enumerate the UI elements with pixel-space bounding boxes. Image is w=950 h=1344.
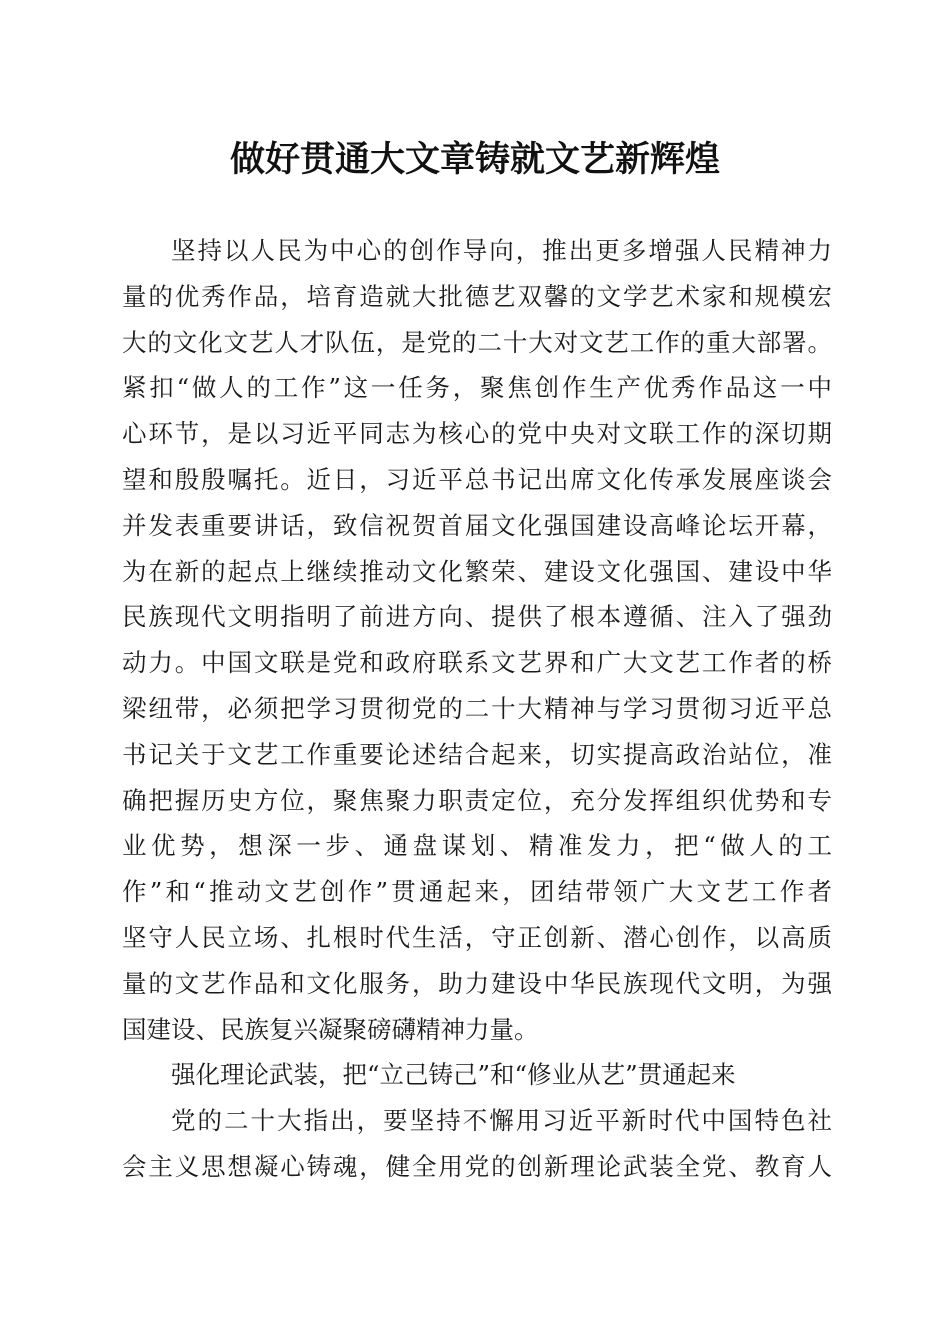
paragraph-line: 为在新的起点上继续推动文化繁荣、建设文化强国、建设中华 xyxy=(122,556,832,586)
paragraph-line: 望和殷殷嘱托。近日，习近平总书记出席文化传承发展座谈会 xyxy=(122,464,832,494)
paragraph-line: 量的优秀作品，培育造就大批德艺双馨的文学艺术家和规模宏 xyxy=(122,281,832,311)
document-body xyxy=(122,228,832,1190)
paragraph-line: 心环节，是以习近平同志为核心的党中央对文联工作的深切期 xyxy=(122,419,832,449)
paragraph-line: 坚守人民立场、扎根时代生活，守正创新、潜心创作，以高质 xyxy=(122,922,832,952)
paragraph-line: 会主义思想凝心铸魂，健全用党的创新理论武装全党、教育人 xyxy=(122,1151,832,1181)
paragraph-line: 业优势，想深一步、通盘谋划、精准发力，把“做人的工 xyxy=(122,831,832,861)
paragraph-line: 国建设、民族复兴凝聚磅礴精神力量。 xyxy=(122,1014,539,1044)
paragraph-line: 紧扣“做人的工作”这一任务，聚焦创作生产优秀作品这一中 xyxy=(122,373,832,403)
paragraph-line: 梁纽带，必须把学习贯彻党的二十大精神与学习贯彻习近平总 xyxy=(122,693,832,723)
paragraph-line: 作”和“推动文艺创作”贯通起来，团结带领广大文艺工作者 xyxy=(122,877,832,907)
paragraph-line: 动力。中国文联是党和政府联系文艺界和广大文艺工作者的桥 xyxy=(122,648,832,678)
section-heading: 强化理论武装，把“立己铸己”和“修业从艺”贯通起来 xyxy=(171,1060,736,1090)
paragraph-line: 并发表重要讲话，致信祝贺首届文化强国建设高峰论坛开幕， xyxy=(122,510,832,540)
paragraph-line: 书记关于文艺工作重要论述结合起来，切实提高政治站位，准 xyxy=(122,739,832,769)
paragraph-line: 确把握历史方位，聚焦聚力职责定位，充分发挥组织优势和专 xyxy=(122,785,832,815)
document-title: 做好贯通大文章铸就文艺新辉煌 xyxy=(229,139,720,180)
paragraph-line: 大的文化文艺人才队伍，是党的二十大对文艺工作的重大部署。 xyxy=(122,327,832,357)
paragraph-line: 量的文艺作品和文化服务，助力建设中华民族现代文明，为强 xyxy=(122,968,832,998)
paragraph-line: 民族现代文明指明了前进方向、提供了根本遵循、注入了强劲 xyxy=(122,602,832,632)
paragraph-line: 党的二十大指出，要坚持不懈用习近平新时代中国特色社 xyxy=(171,1106,832,1136)
paragraph-line: 坚持以人民为中心的创作导向，推出更多增强人民精神力 xyxy=(171,236,832,265)
